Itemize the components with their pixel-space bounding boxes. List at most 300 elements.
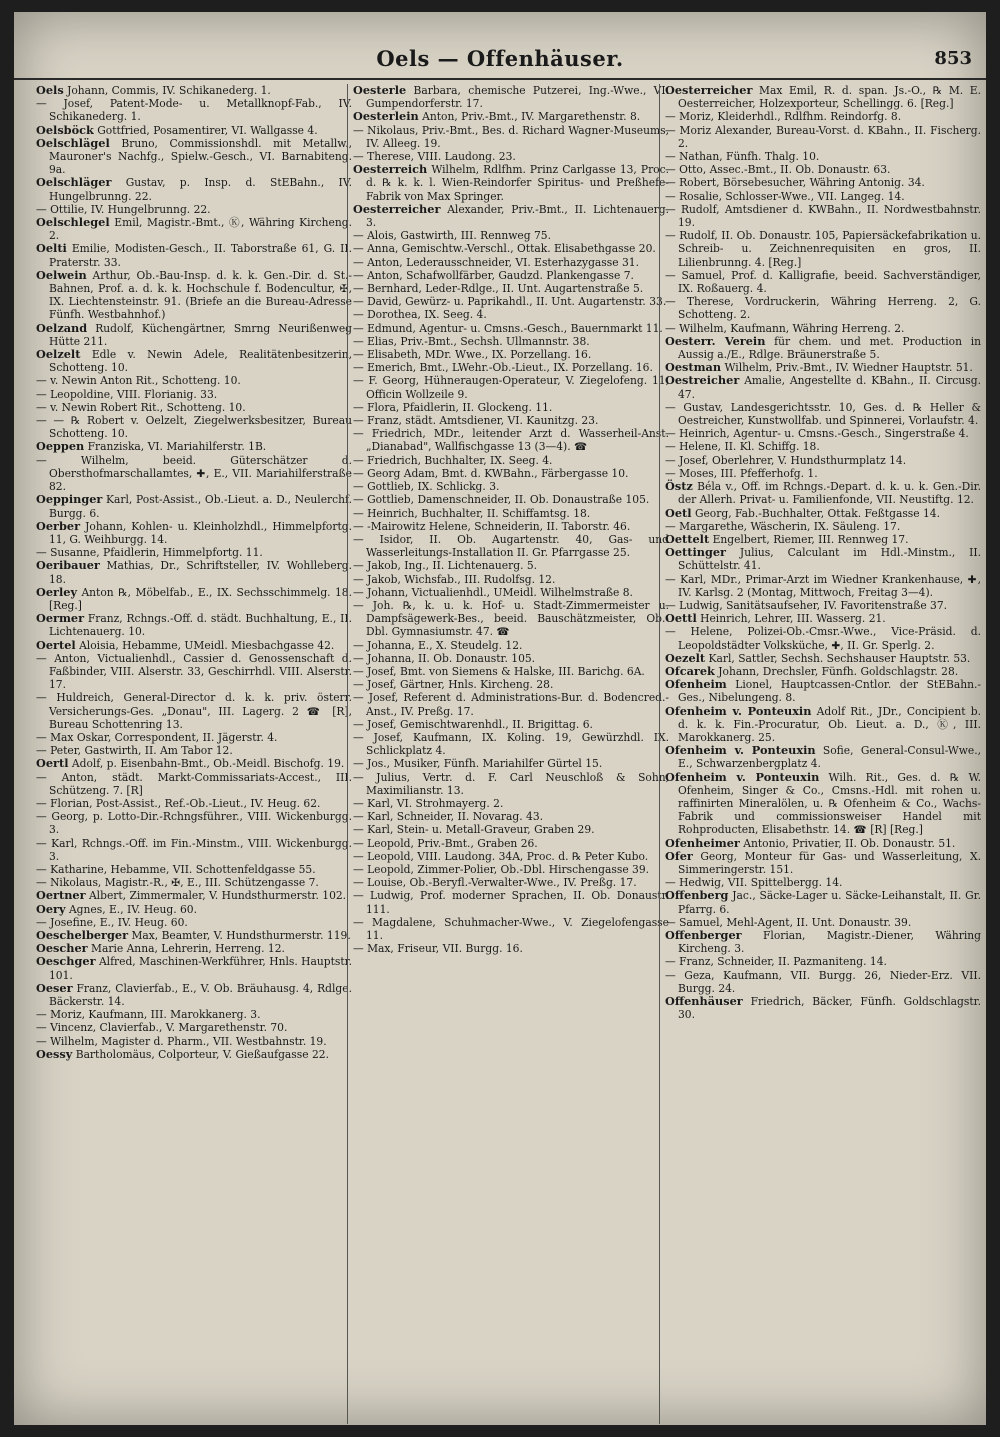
- entry-details: — Jakob, Wichsfab., III. Rudolfsg. 12.: [353, 572, 556, 586]
- directory-entry: [665, 440, 981, 453]
- entry-details: — Moses, III. Pfefferhofg. 1.: [665, 466, 818, 480]
- entry-details: — Rudolf, II. Ob. Donaustr. 105, Papiersäckefabrikation u. Schreib- u. Zeichnenrequisiten en gros, II. Lilienbrunng. 4. [Reg.]: [665, 229, 981, 269]
- entry-details: — Karl, Stein- u. Metall-Graveur, Graben 29.: [353, 823, 595, 837]
- directory-entry: [353, 823, 669, 836]
- entry-details: — Elisabeth, MDr. Wwe., IX. Porzellang. 16.: [353, 348, 592, 362]
- entry-details: — Karl, Rchngs.-Off. im Fin.-Minstm., VIII. Wickenburgg. 3.: [36, 836, 352, 863]
- directory-entry: [353, 229, 669, 242]
- directory-entry: [36, 137, 352, 177]
- entry-surname: Oesterreich: [353, 162, 428, 177]
- directory-entry: [353, 757, 669, 770]
- directory-entry: [665, 163, 981, 176]
- entry-details: — Katharine, Hebamme, VII. Schottenfeldgasse 55.: [36, 862, 316, 876]
- entry-details: Adolf, p. Eisenbahn-Bmt., Ob.-Meidl. Bischofg. 19.: [68, 757, 345, 771]
- entry-surname: Oelzelt: [36, 347, 81, 362]
- directory-entry: [665, 850, 981, 876]
- entry-details: — Anton, städt. Markt-Commissariats-Accest., III. Schützeng. 7. [R]: [36, 770, 352, 797]
- directory-entry: [36, 744, 352, 757]
- directory-entry: [36, 401, 352, 414]
- entry-surname: Ofenheim v. Ponteuxin: [665, 743, 816, 758]
- entry-details: — Max, Friseur, VII. Burgg. 16.: [353, 942, 523, 956]
- entry-details: — Ottilie, IV. Hungelbrunng. 22.: [36, 202, 211, 216]
- entry-details: — Helene, Polizei-Ob.-Cmsr.-Wwe., Vice-Präsid. d. Leopoldstädter Volksküche, ✚, II. Gr. Sperlg. 2.: [665, 625, 981, 652]
- entry-details: — Otto, Assec.-Bmt., II. Ob. Donaustr. 63.: [665, 163, 891, 177]
- entry-surname: Oettl: [665, 611, 697, 626]
- entry-details: Julius, Calculant im Hdl.-Minstm., II. Schüttelstr. 41.: [678, 546, 981, 573]
- entry-details: — Leopold, Priv.-Bmt., Graben 26.: [353, 836, 538, 850]
- directory-entry: [36, 652, 352, 692]
- entry-details: Mathias, Dr., Schriftsteller, IV. Wohlleberg. 18.: [49, 559, 352, 586]
- column-1: [36, 84, 352, 1424]
- directory-entry: [36, 771, 352, 797]
- entry-details: Wilhelm, Rdlfhm. Prinz Carlgasse 13, Proc. d. ℞ k. k. l. Wien-Reindorfer Spiritus- und Preßhefe-Fabrik von Max Springer.: [366, 163, 669, 203]
- directory-entry: [353, 203, 669, 229]
- directory-entry: [665, 837, 981, 850]
- entry-details: Max Emil, R. d. span. Js.-O., ℞ M. E. Oesterreicher, Holzexporteur, Schellingg. 6. [Reg.]: [678, 84, 981, 111]
- directory-entry: [353, 771, 669, 797]
- entry-details: — -Mairowitz Helene, Schneiderin, II. Taborstr. 46.: [353, 519, 631, 533]
- entry-details: — Margarethe, Wäscherin, IX. Säuleng. 17.: [665, 519, 901, 533]
- directory-entry: [353, 427, 669, 453]
- entry-details: — Hedwig, VII. Spittelbergg. 14.: [665, 876, 843, 890]
- directory-entry: [36, 863, 352, 876]
- entry-details: Alfred, Maschinen-Werkführer, Hnls. Hauptstr. 101.: [49, 955, 352, 982]
- directory-entry: [353, 876, 669, 889]
- directory-entry: [353, 639, 669, 652]
- entry-surname: Oelschläger: [36, 175, 112, 190]
- directory-entry: [665, 110, 981, 123]
- entry-details: — Josef, Referent d. Administrations-Bur. d. Bodencred.-Anst., IV. Preßg. 17.: [353, 691, 669, 718]
- directory-entry: [353, 520, 669, 533]
- entry-surname: Oettinger: [665, 545, 727, 560]
- directory-entry: [353, 718, 669, 731]
- entry-details: Agnes, E., IV. Heug. 60.: [65, 902, 198, 916]
- directory-entry: [353, 374, 669, 400]
- directory-entry: [665, 705, 981, 745]
- entry-details: — Josef, Oberlehrer, V. Hundsthurmplatz 14.: [665, 453, 907, 467]
- entry-details: — Moriz Alexander, Bureau-Vorst. d. KBahn., II. Fischerg. 2.: [665, 123, 981, 150]
- directory-entry: [353, 282, 669, 295]
- entry-details: — Friedrich, MDr., leitender Arzt d. Wasserheil-Anst. „Dianabad", Wallfischgasse 13 (3—4). ☎: [353, 427, 669, 454]
- entry-details: — Louise, Ob.-Beryfl.-Verwalter-Wwe., IV. Preßg. 17.: [353, 876, 637, 890]
- entry-details: Georg, Fab.-Buchhalter, Ottak. Feßtgasse 14.: [691, 506, 941, 520]
- directory-entry: [36, 1008, 352, 1021]
- entry-details: Aloisia, Hebamme, UMeidl. Miesbachgasse 42.: [75, 638, 335, 652]
- entry-details: — Nikolaus, Priv.-Bmt., Bes. d. Richard Wagner-Museums, IV. Alleeg. 19.: [353, 123, 669, 150]
- entry-details: Amalie, Angestellte d. KBahn., II. Circusg. 47.: [678, 374, 981, 401]
- entry-details: — Moriz, Kaufmann, III. Marokkanerg. 3.: [36, 1008, 261, 1022]
- directory-entry: [353, 797, 669, 810]
- entry-surname: Oesterlein: [353, 109, 419, 124]
- entry-details: — Moriz, Kleiderhdl., Rdlfhm. Reindorfg. 8.: [665, 110, 902, 124]
- entry-details: — Joh. ℞, k. u. k. Hof- u. Stadt-Zimmermeister u. Dampfsägewerk-Bes., beeid. Bauschätzmeister, Ob.-Dbl. Gymnasiumstr. 47. ☎: [353, 598, 669, 639]
- directory-entry: [353, 916, 669, 942]
- entry-details: — Magdalene, Schuhmacher-Wwe., V. Ziegelofengasse 11.: [353, 915, 669, 942]
- entry-surname: Oelschlegel: [36, 215, 110, 230]
- entry-details: Bartholomäus, Colporteur, V. Gießaufgasse 22.: [72, 1047, 329, 1061]
- entry-details: — Max Oskar, Correspondent, II. Jägerstr. 4.: [36, 730, 278, 744]
- directory-entry: [36, 757, 352, 770]
- directory-entry: [665, 467, 981, 480]
- entry-details: Alexander, Priv.-Bmt., II. Lichtenauerg. 3.: [366, 202, 669, 230]
- directory-entry: [353, 493, 669, 506]
- directory-entry: [36, 889, 352, 902]
- entry-surname: Oerley: [36, 584, 78, 599]
- directory-entry: [665, 969, 981, 995]
- entry-details: Karl, Sattler, Sechsh. Sechshauser Hauptstr. 53.: [705, 651, 971, 665]
- entry-details: — Leopoldine, VIII. Florianig. 33.: [36, 387, 218, 401]
- entry-details: — Leopold, Zimmer-Polier, Ob.-Dbl. Hirschengasse 39.: [353, 862, 650, 876]
- entry-details: — Emerich, Bmt., LWehr.-Ob.-Lieut., IX. Porzellang. 16.: [353, 361, 653, 375]
- directory-entry: [36, 612, 352, 638]
- directory-entry: [665, 889, 981, 915]
- entry-details: — Johanna, II. Ob. Donaustr. 105.: [353, 651, 536, 665]
- directory-entry: [353, 308, 669, 321]
- entry-details: — Nathan, Fünfh. Thalg. 10.: [665, 150, 820, 164]
- directory-entry: [665, 335, 981, 361]
- entry-details: — Josef, Patent-Mode- u. Metallknopf-Fab., IV. Schikanederg. 1.: [36, 97, 352, 124]
- directory-entry: [665, 625, 981, 651]
- entry-surname: Ofenheim: [665, 677, 727, 692]
- directory-page: [14, 12, 986, 1425]
- entry-details: — Edmund, Agentur- u. Cmsns.-Gesch., Bauernmarkt 11.: [353, 321, 663, 335]
- entry-surname: Ofenheim v. Ponteuxin: [665, 769, 820, 784]
- entry-surname: Oerber: [36, 518, 81, 533]
- entry-details: Engelbert, Riemer, III. Rennweg 17.: [709, 532, 909, 546]
- entry-details: — Heinrich, Buchhalter, II. Schiffamtsg. 18.: [353, 506, 591, 520]
- entry-details: Georg, Monteur für Gas- und Wasserleitung, X. Simmeringerstr. 151.: [678, 849, 981, 876]
- entry-details: Antonio, Privatier, II. Ob. Donaustr. 51.: [739, 836, 956, 850]
- entry-surname: Oeribauer: [36, 558, 100, 573]
- directory-entry: [36, 1035, 352, 1048]
- directory-entry: [665, 546, 981, 572]
- directory-entry: [665, 955, 981, 968]
- entry-details: — Georg, p. Lotto-Dir.-Rchngsführer., VIII. Wickenburgg. 3.: [36, 810, 352, 837]
- entry-details: Wilh. Rit., Ges. d. ℞ W. Ofenheim, Singer & Co., Cmsns.-Hdl. mit rohen u. raffinirten Mineralölen, u. ℞ Ofenheim & Co., Wachs-Fabrik und commissionsweiser Handel mit Rohproducten, Elisabethstr. 14. ☎ [R] [Reg.]: [678, 770, 981, 837]
- entry-details: Rudolf, Küchengärtner, Smrng Neurißenweg Hütte 211.: [49, 321, 352, 348]
- entry-details: — Gottlieb, Damenschneider, II. Ob. Donaustraße 105.: [353, 493, 650, 507]
- entry-details: — Franz, städt. Amtsdiener, VI. Kaunitzg. 23.: [353, 414, 599, 428]
- entry-details: Anton ℞, Möbelfab., E., IX. Sechsschimmelg. 18. [Reg.]: [49, 585, 352, 612]
- entry-surname: Oesterr. Verein: [665, 333, 766, 348]
- directory-entry: [665, 573, 981, 599]
- directory-entry: [36, 493, 352, 519]
- entry-surname: Oery: [36, 901, 66, 916]
- entry-details: — Johanna, E., X. Steudelg. 12.: [353, 638, 523, 652]
- entry-details: — F. Georg, Hühneraugen-Operateur, V. Ziegelofeng. 11, Officin Wollzeile 9.: [353, 374, 669, 401]
- entry-details: — Georg Adam, Bmt. d. KWBahn., Färbergasse 10.: [353, 466, 629, 480]
- directory-entry: [36, 97, 352, 123]
- directory-entry: [353, 414, 669, 427]
- entry-details: — Ludwig, Prof. moderner Sprachen, II. Ob. Donaustr. 111.: [353, 889, 669, 916]
- entry-details: Barbara, chemische Putzerei, Ing.-Wwe., VI. Gumpendorferstr. 17.: [366, 84, 669, 111]
- entry-details: — Therese, Vordruckerin, Währing Herreng. 2, G. Schotteng. 2.: [665, 295, 981, 322]
- entry-surname: Oessy: [36, 1046, 73, 1061]
- directory-entry: [353, 731, 669, 757]
- directory-entry: [665, 84, 981, 110]
- directory-entry: [665, 507, 981, 520]
- entry-surname: Östz: [665, 479, 693, 494]
- entry-details: — Gottlieb, IX. Schlickg. 3.: [353, 480, 500, 494]
- entry-details: Gustav, p. Insp. d. StEBahn., IV. Hungelbrunng. 22.: [49, 176, 352, 203]
- entry-details: Franziska, VI. Mariahilferstr. 1B.: [84, 440, 267, 454]
- entry-details: — Jakob, Ing., II. Lichtenauerg. 5.: [353, 559, 538, 573]
- entry-surname: Oelti: [36, 241, 67, 256]
- directory-entry: [36, 586, 352, 612]
- entry-surname: Oettelt: [665, 531, 710, 546]
- directory-entry: [665, 771, 981, 837]
- entry-details: — Huldreich, General-Director d. k. k. priv. österr. Versicherungs-Ges. „Donau", III. Lagerg. 2 ☎ [R], Bureau Schottenring 13.: [36, 691, 352, 731]
- directory-entry: [36, 216, 352, 242]
- directory-entry: [665, 176, 981, 189]
- directory-entry: [665, 454, 981, 467]
- entry-surname: Offenberg: [665, 888, 729, 903]
- directory-entry: [353, 110, 669, 123]
- entry-surname: Oelwein: [36, 267, 87, 282]
- entry-details: — Helene, II. Kl. Schiffg. 18.: [665, 440, 820, 454]
- entry-details: Emilie, Modisten-Gesch., II. Taborstraße 61, G. II. Praterstr. 33.: [49, 242, 352, 269]
- entry-surname: Oetl: [665, 505, 692, 520]
- entry-details: Arthur, Ob.-Bau-Insp. d. k. k. Gen.-Dir. d. St.-Bahnen, Prof. a. d. k. k. Hochschule f. Bodencultur, ✠, IX. Liechtensteinstr. 91. (Briefe an die Bureau-Adresse Fünfh. Westbahnhof.): [49, 268, 352, 322]
- entry-details: — Samuel, Mehl-Agent, II. Unt. Donaustr. 39.: [665, 915, 912, 929]
- directory-entry: [36, 1048, 352, 1061]
- directory-entry: [353, 163, 669, 203]
- column-3: [659, 84, 981, 1424]
- directory-entry: [353, 401, 669, 414]
- entry-details: — Nikolaus, Magistr.-R., ✠, E., III. Schützengasse 7.: [36, 876, 319, 890]
- entry-surname: Oermer: [36, 611, 85, 626]
- entry-surname: Oertner: [36, 888, 86, 903]
- entry-details: — Anton, Lederausschneider, VI. Esterhazygasse 31.: [353, 255, 639, 269]
- entry-surname: Ofenheimer: [665, 835, 740, 850]
- entry-surname: Oesterreicher: [353, 201, 441, 216]
- directory-entry: [353, 348, 669, 361]
- entry-details: für chem. und met. Production in Aussig a./E., Rdlge. Bräunerstraße 5.: [678, 334, 981, 362]
- entry-surname: Offenberger: [665, 928, 742, 942]
- directory-entry: [353, 467, 669, 480]
- entry-details: Johann, Drechsler, Fünfh. Goldschlagstr. 28.: [714, 664, 959, 678]
- entry-details: — Flora, Pfaidlerin, II. Glockeng. 11.: [353, 400, 553, 414]
- directory-entry: [353, 335, 669, 348]
- entry-details: — Josefine, E., IV. Heug. 60.: [36, 915, 188, 929]
- entry-details: Albert, Zimmermaler, V. Hundsthurmerstr. 102.: [85, 889, 347, 903]
- page-number: 853: [934, 48, 972, 69]
- entry-surname: Oertel: [36, 637, 76, 652]
- entry-surname: Oeschger: [36, 954, 96, 969]
- entry-details: — Josef, Gärtner, Hnls. Kircheng. 28.: [353, 678, 554, 692]
- directory-entry: [36, 520, 352, 546]
- entry-details: Franz, Clavierfab., E., V. Ob. Bräuhausg. 4, Rdlge. Bäckerstr. 14.: [49, 981, 352, 1009]
- running-title: Oels — Offenhäuser.: [376, 46, 624, 71]
- column-2: [347, 84, 669, 1424]
- directory-entry: [353, 889, 669, 915]
- directory-entry: [665, 520, 981, 533]
- entry-details: Bruno, Commissionshdl. mit Metallw., Mauroner's Nachfg., Spielw.-Gesch., VI. Barnabiteng. 9a.: [49, 136, 352, 177]
- entry-details: Adolf Rit., JDr., Concipient b. d. k. k. Fin.-Procuratur, Ob. Lieut. a. D., Ⓚ, III. Marokkanerg. 25.: [678, 704, 981, 744]
- directory-entry: [665, 599, 981, 612]
- entry-details: — Vincenz, Clavierfab., V. Margarethenstr. 70.: [36, 1021, 288, 1035]
- directory-entry: [665, 295, 981, 321]
- entry-details: — Samuel, Prof. d. Kalligrafie, beeid. Sachverständiger, IX. Roßauerg. 4.: [665, 268, 981, 296]
- entry-details: Friedrich, Bäcker, Fünfh. Goldschlagstr. 30.: [678, 995, 981, 1022]
- entry-details: — Karl, MDr., Primar-Arzt im Wiedner Krankenhause, ✚, IV. Karlsg. 2 (Montag, Mittwoch, Freitag 3—4).: [665, 572, 981, 599]
- entry-details: Johann, Kohlen- u. Kleinholzhdl., Himmelpfortg. 11, G. Weihburgg. 14.: [49, 519, 352, 546]
- entry-surname: Oelzand: [36, 320, 88, 335]
- directory-entry: [353, 84, 669, 110]
- directory-entry: [353, 665, 669, 678]
- entry-details: Franz, Rchngs.-Off. d. städt. Buchhaltung, E., II. Lichtenauerg. 10.: [49, 612, 352, 639]
- entry-details: — Josef, Kaufmann, IX. Koling. 19, Gewürzhdl. IX. Schlickplatz 4.: [353, 730, 669, 758]
- directory-entry: [665, 124, 981, 150]
- directory-entry: [353, 322, 669, 335]
- directory-entry: [665, 480, 981, 506]
- directory-entry: [36, 810, 352, 836]
- entry-details: — Karl, Schneider, II. Novarag. 43.: [353, 810, 544, 824]
- directory-entry: [36, 903, 352, 916]
- directory-entry: [36, 982, 352, 1008]
- entry-details: — David, Gewürz- u. Paprikahdl., II. Unt. Augartenstr. 33.: [353, 295, 667, 309]
- entry-details: — Karl, VI. Strohmayerg. 2.: [353, 796, 504, 810]
- directory-entry: [353, 256, 669, 269]
- directory-entry: [665, 150, 981, 163]
- directory-entry: [36, 348, 352, 374]
- entry-surname: Oeschelberger: [36, 928, 129, 942]
- directory-entry: [353, 850, 669, 863]
- directory-entry: [665, 744, 981, 770]
- directory-entry: [36, 388, 352, 401]
- directory-entry: [36, 731, 352, 744]
- directory-entry: [353, 678, 669, 691]
- directory-entry: [353, 454, 669, 467]
- entry-details: Emil, Magistr.-Bmt., Ⓚ, Währing Kircheng. 2.: [49, 216, 352, 243]
- directory-entry: [36, 559, 352, 585]
- entry-details: — Heinrich, Agentur- u. Cmsns.-Gesch., Singerstraße 4.: [665, 427, 969, 441]
- entry-details: — Wilhelm, beeid. Güterschätzer d. Obersthofmarschallamtes, ✚, E., VII. Mariahilferstraße 82.: [36, 453, 352, 494]
- entry-details: Sofie, General-Consul-Wwe., E., Schwarzenbergplatz 4.: [678, 744, 981, 771]
- entry-details: — Bernhard, Leder-Rdlge., II. Unt. Augartenstraße 5.: [353, 282, 644, 296]
- entry-details: Edle v. Newin Adele, Realitätenbesitzerin, Schotteng. 10.: [49, 348, 352, 375]
- directory-entry: [665, 929, 981, 955]
- directory-entry: [665, 995, 981, 1021]
- entry-surname: Oestreicher: [665, 373, 740, 388]
- directory-entry: [665, 374, 981, 400]
- directory-entry: [353, 295, 669, 308]
- entry-details: Gottfried, Posamentirer, VI. Wallgasse 4.: [93, 123, 318, 137]
- entry-details: — Josef, Bmt. von Siemens & Halske, III. Barichg. 6A.: [353, 664, 645, 678]
- entry-details: — Wilhelm, Kaufmann, Währing Herreng. 2.: [665, 321, 905, 335]
- entry-details: — Wilhelm, Magister d. Pharm., VII. Westbahnstr. 19.: [36, 1034, 327, 1048]
- entry-details: — Anton, Schafwollfärber, Gaudzd. Plankengasse 7.: [353, 268, 634, 282]
- entry-details: — Alois, Gastwirth, III. Rennweg 75.: [353, 229, 551, 243]
- entry-details: — Leopold, VIII. Laudong. 34A, Proc. d. ℞ Peter Kubo.: [353, 849, 649, 863]
- directory-entry: [665, 269, 981, 295]
- directory-entry: [353, 652, 669, 665]
- directory-entry: [36, 242, 352, 268]
- entry-details: Béla v., Off. im Rchngs.-Depart. d. k. u. k. Gen.-Dir. der Allerh. Privat- u. Familienfonde, VII. Neustiftg. 12.: [678, 480, 981, 507]
- directory-entry: [36, 322, 352, 348]
- directory-entry: [665, 678, 981, 704]
- entry-details: Anton, Priv.-Bmt., IV. Margarethenstr. 8.: [418, 110, 641, 124]
- entry-details: Karl, Post-Assist., Ob.-Lieut. a. D., Neulerchf. Burgg. 6.: [49, 493, 352, 520]
- entry-details: — Susanne, Pfaidlerin, Himmelpfortg. 11.: [36, 546, 263, 560]
- entry-details: — Therese, VIII. Laudong. 23.: [353, 150, 516, 164]
- directory-entry: [36, 1021, 352, 1034]
- directory-entry: [665, 203, 981, 229]
- directory-entry: [665, 427, 981, 440]
- directory-entry: [353, 480, 669, 493]
- directory-entry: [665, 190, 981, 203]
- entry-details: Johann, Commis, IV. Schikanederg. 1.: [63, 84, 271, 97]
- entry-surname: Oestman: [665, 360, 722, 375]
- entry-surname: Oelsböck: [36, 122, 94, 137]
- entry-details: Florian, Magistr.-Diener, Währing Kircheng. 3.: [678, 929, 981, 956]
- directory-entry: [353, 810, 669, 823]
- entry-details: — Johann, Victualienhdl., UMeidl. Wilhelmstraße 8.: [353, 585, 633, 599]
- entry-surname: Ofenheim v. Ponteuxin: [665, 703, 812, 718]
- entry-surname: Oezelt: [665, 650, 706, 665]
- directory-entry: [36, 269, 352, 322]
- directory-entry: [36, 955, 352, 981]
- directory-entry: [353, 942, 669, 955]
- directory-entry: [353, 361, 669, 374]
- directory-entry: [353, 691, 669, 717]
- entry-surname: Oesterreicher: [665, 84, 753, 97]
- entry-details: — v. Newin Robert Rit., Schotteng. 10.: [36, 400, 246, 414]
- entry-surname: Oescher: [36, 941, 88, 956]
- directory-entry: [665, 401, 981, 427]
- entry-details: — — ℞ Robert v. Oelzelt, Ziegelwerksbesitzer, Bureau Schotteng. 10.: [36, 414, 352, 441]
- directory-entry: [353, 586, 669, 599]
- directory-entry: [353, 242, 669, 255]
- directory-entry: [36, 374, 352, 387]
- entry-details: — Josef, Gemischtwarenhdl., II. Brigittag. 6.: [353, 717, 593, 731]
- directory-entry: [36, 176, 352, 202]
- entry-surname: Offenhäuser: [665, 994, 743, 1009]
- entry-details: Lionel, Hauptcassen-Cntlor. der StEBahn.-Ges., Nibelungeng. 8.: [678, 678, 981, 705]
- entry-surname: Oels: [36, 84, 64, 97]
- entry-details: Marie Anna, Lehrerin, Herreng. 12.: [87, 942, 285, 956]
- entry-details: — Robert, Börsebesucher, Währing Antonig. 34.: [665, 176, 925, 190]
- entry-details: Wilhelm, Priv.-Bmt., IV. Wiedner Hauptstr. 51.: [721, 361, 973, 375]
- entry-details: — Franz, Schneider, II. Pazmaniteng. 14.: [665, 955, 887, 969]
- directory-entry: [353, 269, 669, 282]
- directory-entry: [353, 533, 669, 559]
- directory-entry: [36, 639, 352, 652]
- entry-surname: Oeppinger: [36, 492, 103, 507]
- entry-surname: Oesterle: [353, 84, 407, 97]
- entry-details: — Gustav, Landesgerichtsstr. 10, Ges. d. ℞ Heller & Oestreicher, Kunstwollfab. und Spinnerei, Vorlaufstr. 4.: [665, 400, 981, 428]
- entry-surname: Oelschlägel: [36, 135, 110, 150]
- entry-details: — Geza, Kaufmann, VII. Burgg. 26, Nieder-Erz. VII. Burgg. 24.: [665, 968, 981, 995]
- entry-details: Jac., Säcke-Lager u. Säcke-Leihanstalt, II. Gr. Pfarrg. 6.: [678, 889, 981, 916]
- entry-details: — Elias, Priv.-Bmt., Sechsh. Ullmannstr. 38.: [353, 334, 590, 348]
- entry-details: — Isidor, II. Ob. Augartenstr. 40, Gas- und Wasserleitungs-Installation II. Gr. Pfarrgasse 25.: [353, 532, 669, 560]
- entry-details: — v. Newin Anton Rit., Schotteng. 10.: [36, 374, 241, 388]
- directory-entry: [36, 84, 352, 97]
- directory-entry: [36, 797, 352, 810]
- entry-details: — Friedrich, Buchhalter, IX. Seeg. 4.: [353, 453, 553, 467]
- directory-entry: [36, 440, 352, 453]
- directory-entry: [36, 414, 352, 440]
- directory-entry: [36, 454, 352, 494]
- directory-entry: [353, 573, 669, 586]
- entry-details: Max, Beamter, V. Hundsthurmerstr. 119.: [128, 929, 351, 942]
- entry-details: Heinrich, Lehrer, III. Wasserg. 21.: [696, 612, 886, 626]
- entry-details: — Rosalie, Schlosser-Wwe., VII. Langeg. 14.: [665, 189, 905, 203]
- directory-entry: [665, 612, 981, 625]
- directory-entry: [36, 837, 352, 863]
- entry-details: — Ludwig, Sanitätsaufseher, IV. Favoritenstraße 37.: [665, 598, 948, 612]
